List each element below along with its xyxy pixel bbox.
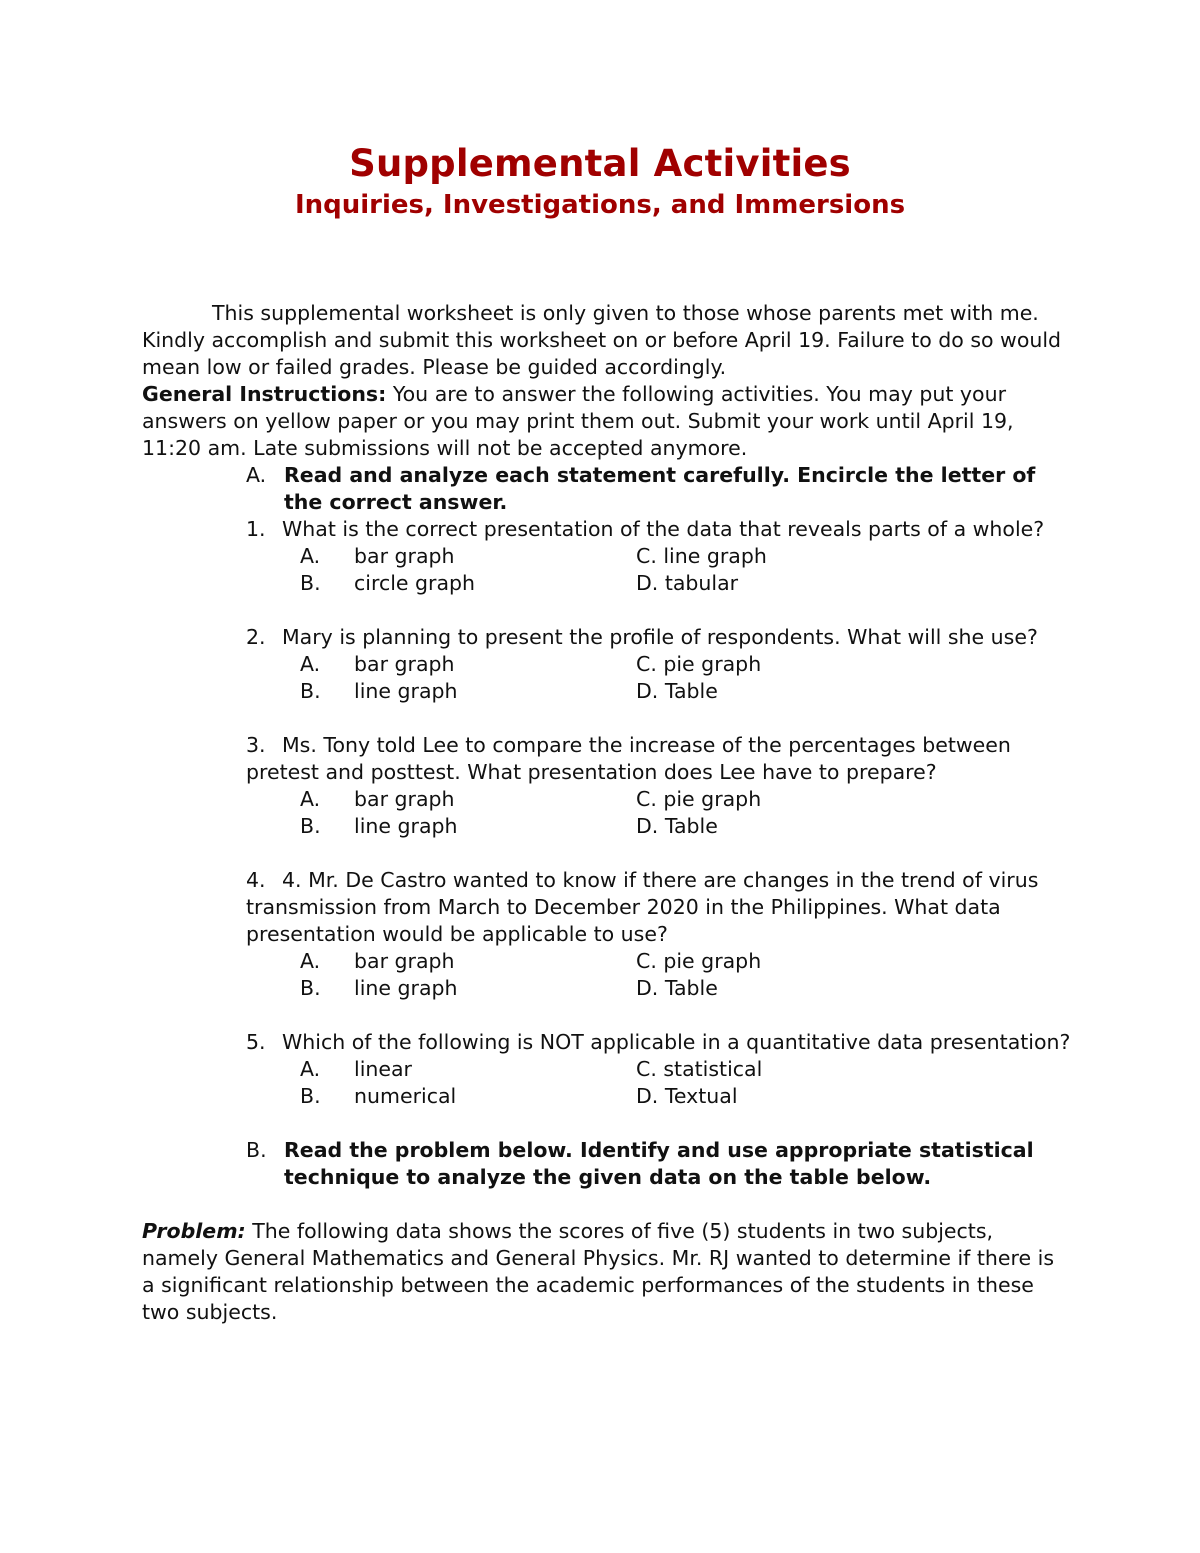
option-a-letter: A.	[300, 787, 321, 811]
question-1	[246, 516, 1072, 597]
general-instructions	[142, 381, 1072, 462]
question-4	[246, 867, 1072, 1002]
option-b-letter: B.	[300, 1084, 321, 1108]
question-text: Which of the following is NOT applicable in a quantitative data presentation?	[282, 1030, 1071, 1054]
question-number: 1.	[246, 517, 266, 541]
section-a-heading	[246, 462, 1072, 516]
option-b-letter: B.	[300, 976, 321, 1000]
question-number: 2.	[246, 625, 266, 649]
option-b: line graph	[354, 976, 458, 1000]
option-c: C. pie graph	[636, 949, 762, 973]
section-b-heading	[246, 1137, 1072, 1191]
option-a: bar graph	[354, 949, 455, 973]
option-d: D. Textual	[636, 1084, 738, 1108]
option-d: D. tabular	[636, 571, 739, 595]
question-text: Mary is planning to present the profile of respondents. What will she use?	[282, 625, 1038, 649]
question-text: 4. Mr. De Castro wanted to know if there are changes in the trend of virus transmission from March to December 2020 in the Philippines. What data presentation would be applicable to use?	[246, 868, 1039, 946]
option-b: line graph	[354, 679, 458, 703]
question-text: What is the correct presentation of the data that reveals parts of a whole?	[282, 517, 1045, 541]
question-options	[300, 948, 1072, 1002]
option-b: circle graph	[354, 571, 476, 595]
problem-statement	[142, 1218, 1072, 1326]
option-a-letter: A.	[300, 544, 321, 568]
intro-paragraph: This supplemental worksheet is only given to those whose parents met with me. Kindly accomplish and submit this worksheet on or before April 19. Failure to do so would mean low or failed grades. Please be guided accordingly.	[142, 301, 1062, 379]
section-a-text: Read and analyze each statement carefully. Encircle the letter of the correct answer.	[284, 463, 1036, 514]
question-options	[300, 651, 1072, 705]
question-number: 4.	[246, 868, 266, 892]
question-text: Ms. Tony told Lee to compare the increase of the percentages between pretest and posttest. What presentation does Lee have to prepare?	[246, 733, 1011, 784]
option-a-letter: A.	[300, 949, 321, 973]
worksheet-body	[142, 300, 1072, 1326]
option-a: linear	[354, 1057, 412, 1081]
option-d: D. Table	[636, 814, 718, 838]
question-3	[246, 732, 1072, 840]
option-d: D. Table	[636, 976, 718, 1000]
option-a-letter: A.	[300, 652, 321, 676]
section-b-letter: B.	[246, 1138, 267, 1162]
option-d: D. Table	[636, 679, 718, 703]
question-number: 3.	[246, 733, 266, 757]
general-instructions-text: You are to answer the following activities. You may put your answers on yellow paper or you may print them out. Submit your work until April 19, 11:20 am. Late submissions will not be accepted anymore.	[142, 382, 1014, 460]
problem-text: The following data shows the scores of five (5) students in two subjects, namely General Mathematics and General Physics. Mr. RJ wanted to determine if there is a significant relationship between the academic performances of the students in these two subjects.	[142, 1219, 1054, 1324]
option-a: bar graph	[354, 787, 455, 811]
question-options	[300, 543, 1072, 597]
option-a-letter: A.	[300, 1057, 321, 1081]
general-instructions-label: General Instructions:	[142, 382, 387, 406]
option-a: bar graph	[354, 544, 455, 568]
question-options	[300, 1056, 1072, 1110]
option-b: numerical	[354, 1084, 457, 1108]
option-b-letter: B.	[300, 571, 321, 595]
problem-label: Problem:	[142, 1219, 246, 1243]
section-b-text: Read the problem below. Identify and use appropriate statistical technique to analyze the given data on the table below.	[284, 1138, 1034, 1189]
question-options	[300, 786, 1072, 840]
option-c: C. line graph	[636, 544, 767, 568]
option-c: C. pie graph	[636, 652, 762, 676]
section-a-letter: A.	[246, 463, 267, 487]
option-a: bar graph	[354, 652, 455, 676]
option-c: C. statistical	[636, 1057, 763, 1081]
option-b: line graph	[354, 814, 458, 838]
question-5	[246, 1029, 1072, 1110]
question-number: 5.	[246, 1030, 266, 1054]
page-subtitle: Inquiries, Investigations, and Immersions	[294, 190, 906, 220]
option-b-letter: B.	[300, 679, 321, 703]
option-b-letter: B.	[300, 814, 321, 838]
option-c: C. pie graph	[636, 787, 762, 811]
page-title: Supplemental Activities	[349, 142, 851, 185]
question-2	[246, 624, 1072, 705]
